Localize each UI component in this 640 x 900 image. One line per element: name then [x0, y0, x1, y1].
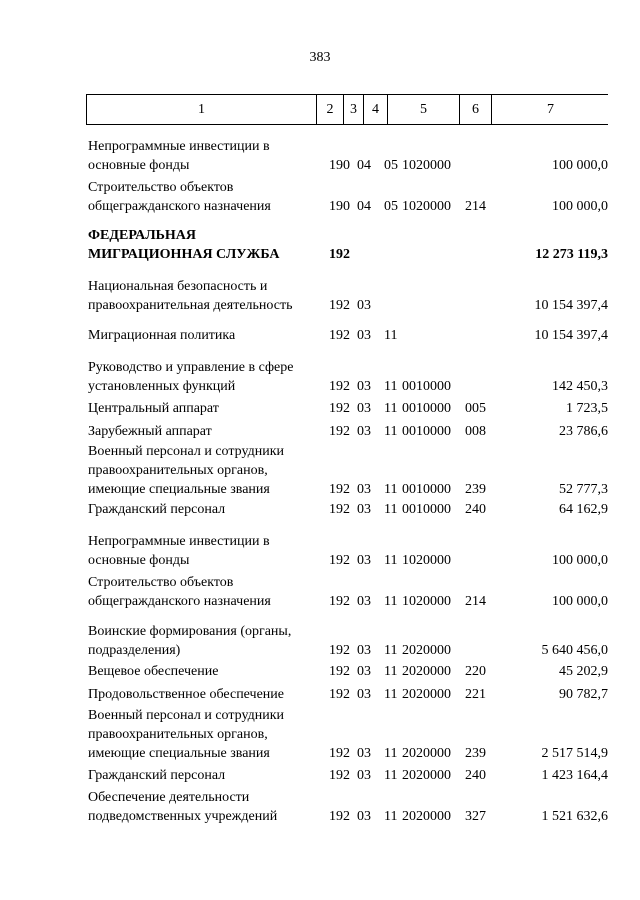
cell-c2: 192	[329, 643, 350, 658]
cell-c4: 11	[384, 664, 398, 679]
cell-c5: 0010000	[402, 482, 451, 497]
row-name-line: Воинские формирования (органы,	[88, 624, 292, 639]
table-row	[0, 326, 640, 345]
cell-c4: 05	[384, 158, 398, 173]
cell-c4: 11	[384, 328, 398, 343]
cell-c3: 03	[357, 643, 371, 658]
cell-c7: 1 723,5	[566, 401, 608, 416]
row-name	[88, 422, 324, 441]
row-name-line: Зарубежный аппарат	[88, 424, 212, 439]
cell-c6: 220	[465, 664, 486, 679]
cell-c7: 52 777,3	[559, 482, 608, 497]
row-name-line: Продовольственное обеспечение	[88, 687, 284, 702]
row-name-line: Центральный аппарат	[88, 401, 219, 416]
cell-c2: 192	[329, 553, 350, 568]
cell-c2: 192	[329, 664, 350, 679]
cell-c2: 192	[329, 746, 350, 761]
row-name	[88, 662, 324, 681]
cell-c2: 190	[329, 158, 350, 173]
cell-c2: 192	[329, 247, 350, 262]
row-name-line: Вещевое обеспечение	[88, 664, 219, 679]
cell-c3: 03	[357, 482, 371, 497]
row-name	[88, 399, 324, 418]
row-name	[88, 788, 324, 826]
cell-c5: 1020000	[402, 199, 451, 214]
cell-c4: 11	[384, 379, 398, 394]
row-name-line: Обеспечение деятельности	[88, 790, 250, 805]
row-name-line: общегражданского назначения	[88, 594, 271, 609]
cell-c7: 1 521 632,6	[541, 809, 608, 824]
table-row	[0, 766, 640, 785]
cell-c6: 221	[465, 687, 486, 702]
cell-c5: 2020000	[402, 768, 451, 783]
cell-c4: 11	[384, 401, 398, 416]
row-name-line: Непрограммные инвестиции в	[88, 534, 270, 549]
header-col-6: 6	[460, 95, 492, 124]
table-row	[0, 573, 640, 611]
row-name	[88, 226, 324, 264]
cell-c4: 05	[384, 199, 398, 214]
cell-c6: 214	[465, 199, 486, 214]
table-row	[0, 622, 640, 660]
cell-c5: 0010000	[402, 502, 451, 517]
cell-c4: 11	[384, 553, 398, 568]
cell-c3: 04	[357, 158, 371, 173]
row-name	[88, 532, 324, 570]
cell-c3: 03	[357, 328, 371, 343]
row-name	[88, 277, 324, 315]
cell-c4: 11	[384, 502, 398, 517]
row-name	[88, 766, 324, 785]
cell-c3: 03	[357, 379, 371, 394]
table-row	[0, 685, 640, 704]
cell-c5: 2020000	[402, 687, 451, 702]
cell-c6: 008	[465, 424, 486, 439]
row-name-line: правоохранительных органов,	[88, 463, 268, 478]
cell-c3: 03	[357, 664, 371, 679]
table-row	[0, 706, 640, 763]
header-col-1: 1	[87, 95, 317, 124]
row-name	[88, 178, 324, 216]
row-name	[88, 622, 324, 660]
row-name-line: имеющие специальные звания	[88, 746, 270, 761]
cell-c5: 0010000	[402, 424, 451, 439]
table-row	[0, 662, 640, 681]
header-col-2: 2	[317, 95, 344, 124]
row-name-line: Гражданский персонал	[88, 768, 226, 783]
table-row	[0, 422, 640, 441]
cell-c2: 192	[329, 809, 350, 824]
row-name-line: основные фонды	[88, 158, 190, 173]
table-row	[0, 532, 640, 570]
cell-c3: 03	[357, 298, 371, 313]
cell-c3: 03	[357, 502, 371, 517]
cell-c3: 03	[357, 687, 371, 702]
row-name-line: Строительство объектов	[88, 180, 234, 195]
table-row	[0, 137, 640, 175]
cell-c5: 0010000	[402, 379, 451, 394]
cell-c3: 03	[357, 768, 371, 783]
cell-c4: 11	[384, 746, 398, 761]
row-name	[88, 706, 324, 763]
row-name	[88, 442, 324, 499]
cell-c4: 11	[384, 424, 398, 439]
table-row	[0, 226, 640, 264]
row-name-line: имеющие специальные звания	[88, 482, 270, 497]
cell-c6: 239	[465, 482, 486, 497]
cell-c7: 23 786,6	[559, 424, 608, 439]
column-header-row	[86, 94, 608, 125]
cell-c2: 192	[329, 379, 350, 394]
cell-c7: 100 000,0	[552, 158, 608, 173]
cell-c5: 2020000	[402, 809, 451, 824]
cell-c5: 1020000	[402, 594, 451, 609]
row-name-line: Национальная безопасность и	[88, 279, 268, 294]
cell-c2: 192	[329, 687, 350, 702]
table-row	[0, 358, 640, 396]
cell-c3: 03	[357, 746, 371, 761]
header-col-4: 4	[364, 95, 388, 124]
row-name-line: Военный персонал и сотрудники	[88, 708, 284, 723]
cell-c7: 12 273 119,3	[535, 247, 608, 262]
row-name-line: ФЕДЕРАЛЬНАЯ	[88, 228, 197, 243]
cell-c3: 03	[357, 594, 371, 609]
header-col-5: 5	[388, 95, 460, 124]
header-col-7: 7	[547, 102, 554, 117]
cell-c5: 1020000	[402, 158, 451, 173]
cell-c6: 240	[465, 768, 486, 783]
row-name-line: подведомственных учреждений	[88, 809, 278, 824]
header-col-3: 3	[344, 95, 364, 124]
row-name	[88, 137, 324, 175]
cell-c6: 327	[465, 809, 486, 824]
cell-c2: 192	[329, 502, 350, 517]
cell-c7: 100 000,0	[552, 594, 608, 609]
cell-c7: 2 517 514,9	[541, 746, 608, 761]
cell-c2: 192	[329, 401, 350, 416]
row-name-line: Военный персонал и сотрудники	[88, 444, 284, 459]
row-name-line: правоохранительных органов,	[88, 727, 268, 742]
row-name-line: подразделения)	[88, 643, 181, 658]
row-name	[88, 573, 324, 611]
cell-c7: 100 000,0	[552, 199, 608, 214]
row-name-line: МИГРАЦИОННАЯ СЛУЖБА	[88, 247, 280, 262]
row-name-line: Миграционная политика	[88, 328, 236, 343]
cell-c2: 192	[329, 424, 350, 439]
cell-c4: 11	[384, 482, 398, 497]
row-name-line: Непрограммные инвестиции в	[88, 139, 270, 154]
page-number: 383	[309, 50, 331, 65]
cell-c2: 192	[329, 482, 350, 497]
row-name-line: Гражданский персонал	[88, 502, 226, 517]
row-name	[88, 685, 324, 704]
cell-c6: 005	[465, 401, 486, 416]
cell-c2: 192	[329, 328, 350, 343]
table-row	[0, 442, 640, 499]
cell-c4: 11	[384, 594, 398, 609]
row-name-line: правоохранительная деятельность	[88, 298, 293, 313]
cell-c3: 04	[357, 199, 371, 214]
row-name	[88, 358, 324, 396]
cell-c6: 239	[465, 746, 486, 761]
cell-c3: 03	[357, 553, 371, 568]
cell-c7: 100 000,0	[552, 553, 608, 568]
table-row	[0, 277, 640, 315]
cell-c7: 10 154 397,4	[534, 298, 608, 313]
cell-c5: 2020000	[402, 664, 451, 679]
cell-c4: 11	[384, 809, 398, 824]
cell-c7: 45 202,9	[559, 664, 608, 679]
row-name	[88, 326, 324, 345]
table-row	[0, 788, 640, 826]
row-name-line: Строительство объектов	[88, 575, 234, 590]
cell-c7: 64 162,9	[559, 502, 608, 517]
cell-c7: 142 450,3	[552, 379, 608, 394]
cell-c7: 90 782,7	[559, 687, 608, 702]
cell-c6: 240	[465, 502, 486, 517]
cell-c2: 192	[329, 594, 350, 609]
cell-c3: 03	[357, 424, 371, 439]
cell-c2: 190	[329, 199, 350, 214]
cell-c7: 5 640 456,0	[541, 643, 608, 658]
cell-c5: 1020000	[402, 553, 451, 568]
cell-c5: 2020000	[402, 643, 451, 658]
row-name	[88, 500, 324, 519]
cell-c4: 11	[384, 687, 398, 702]
cell-c4: 11	[384, 768, 398, 783]
row-name-line: общегражданского назначения	[88, 199, 271, 214]
row-name-line: установленных функций	[88, 379, 236, 394]
cell-c3: 03	[357, 401, 371, 416]
row-name-line: Руководство и управление в сфере	[88, 360, 294, 375]
cell-c7: 10 154 397,4	[534, 328, 608, 343]
table-row	[0, 178, 640, 216]
table-row	[0, 399, 640, 418]
cell-c2: 192	[329, 298, 350, 313]
cell-c5: 2020000	[402, 746, 451, 761]
cell-c4: 11	[384, 643, 398, 658]
cell-c7: 1 423 164,4	[541, 768, 608, 783]
cell-c3: 03	[357, 809, 371, 824]
cell-c5: 0010000	[402, 401, 451, 416]
cell-c2: 192	[329, 768, 350, 783]
cell-c6: 214	[465, 594, 486, 609]
table-row	[0, 500, 640, 519]
row-name-line: основные фонды	[88, 553, 190, 568]
